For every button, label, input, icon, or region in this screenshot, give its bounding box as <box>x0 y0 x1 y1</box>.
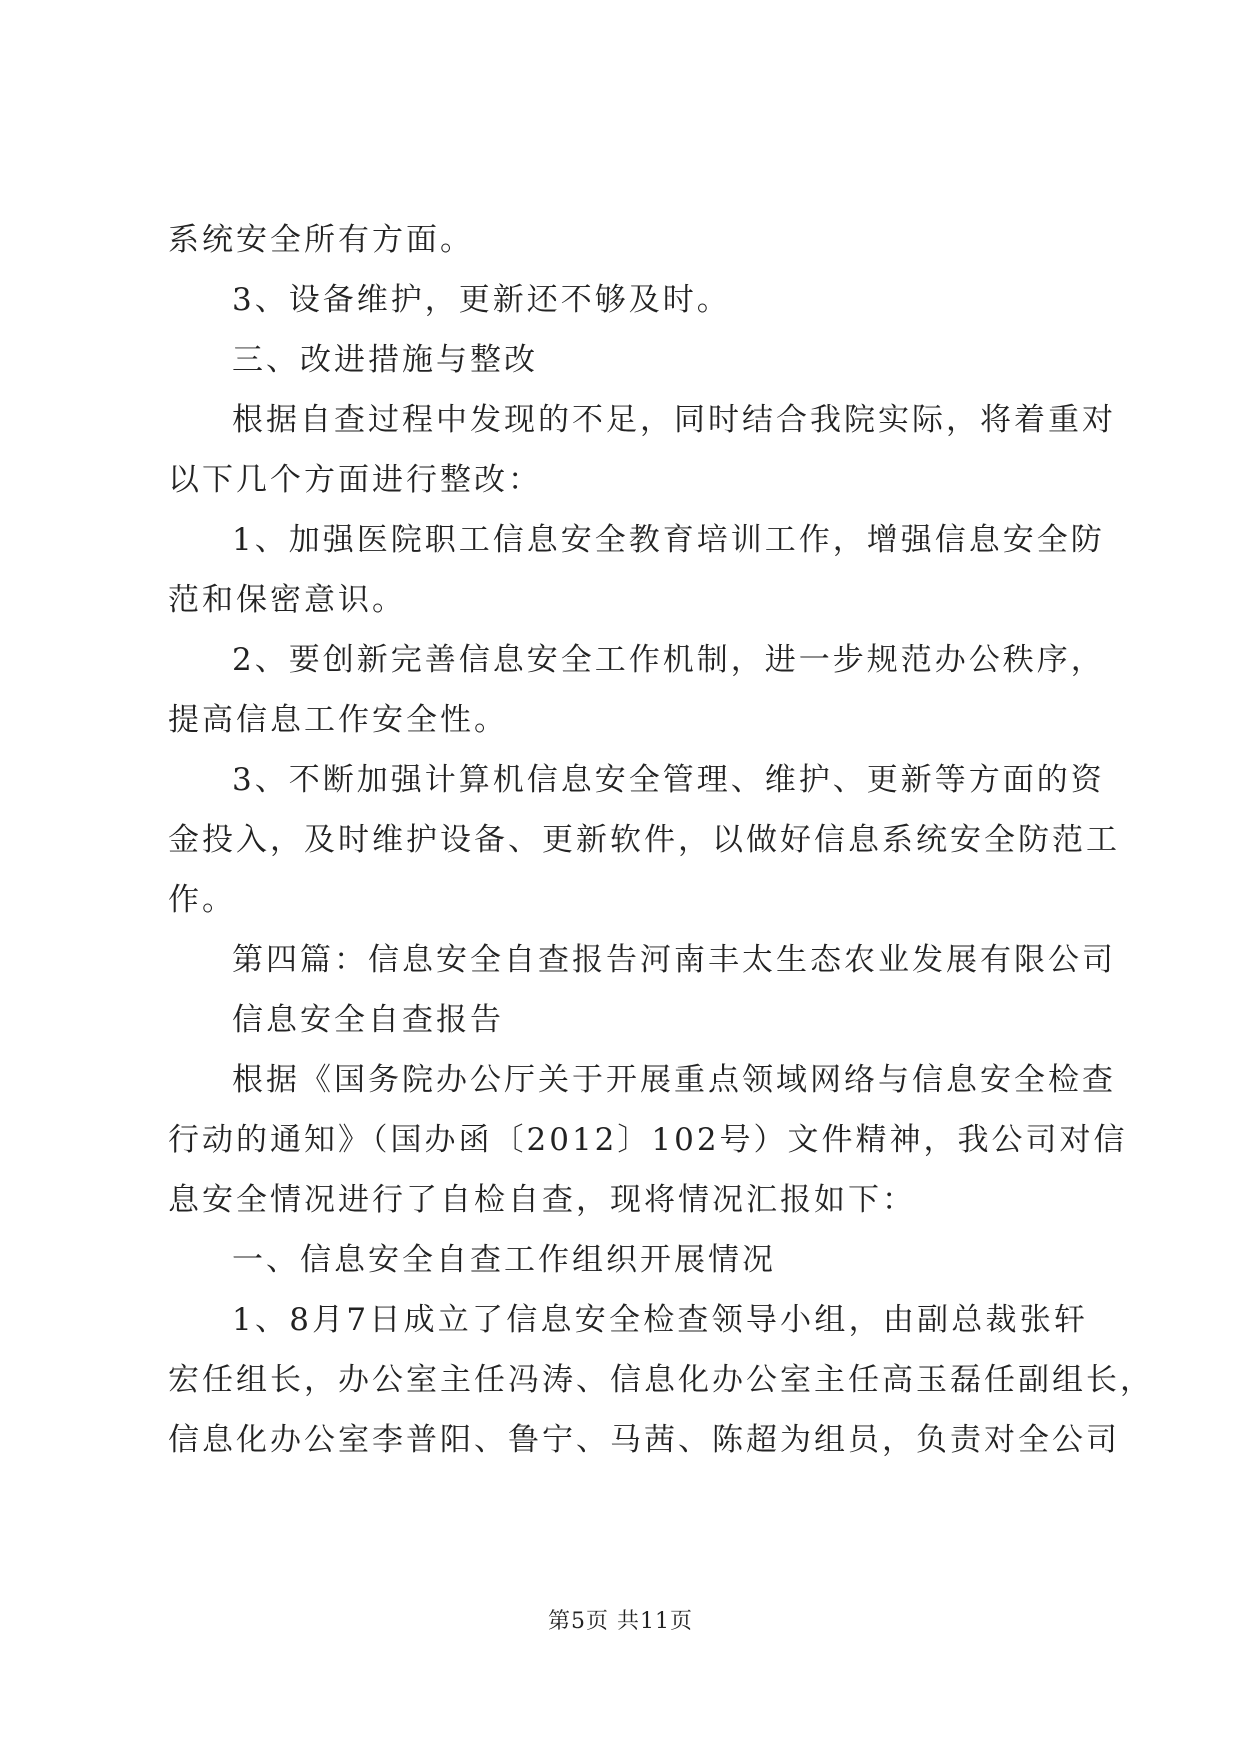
text-line: 作。 <box>168 882 236 918</box>
text-line: 3、设备维护，更新还不够及时。 <box>232 282 731 318</box>
page-number: 第5页 共11页 <box>548 1609 693 1634</box>
text-line: 以下几个方面进行整改： <box>168 462 542 498</box>
text-line: 金投入，及时维护设备、更新软件，以做好信息系统安全防范工 <box>168 822 1120 858</box>
text-line: 系统安全所有方面。 <box>168 222 474 258</box>
text-line: 息安全情况进行了自检自查，现将情况汇报如下： <box>168 1182 916 1218</box>
text-line: 提高信息工作安全性。 <box>168 702 508 738</box>
text-line: 根据《国务院办公厅关于开展重点领域网络与信息安全检查 <box>232 1062 1116 1098</box>
list-item: 2、要创新完善信息安全工作机制，进一步规范办公秩序， <box>232 642 1105 678</box>
section-heading: 一、信息安全自查工作组织开展情况 <box>232 1242 776 1278</box>
section-heading: 三、改进措施与整改 <box>232 342 538 378</box>
list-item: 1、8月7日成立了信息安全检查领导小组，由副总裁张轩 <box>232 1302 1088 1338</box>
document-title: 信息安全自查报告 <box>232 1002 504 1038</box>
text-line: 范和保密意识。 <box>168 582 406 618</box>
text-line: 信息化办公室李普阳、鲁宁、马茜、陈超为组员，负责对全公司 <box>168 1422 1120 1458</box>
section-heading: 第四篇：信息安全自查报告河南丰太生态农业发展有限公司 <box>232 942 1116 978</box>
list-item: 1、加强医院职工信息安全教育培训工作，增强信息安全防 <box>232 522 1105 558</box>
list-item: 3、不断加强计算机信息安全管理、维护、更新等方面的资 <box>232 762 1105 798</box>
text-line: 根据自查过程中发现的不足，同时结合我院实际，将着重对 <box>232 402 1116 438</box>
text-line: 行动的通知》（国办函〔2012〕102号）文件精神，我公司对信 <box>168 1122 1128 1158</box>
text-line: 宏任组长，办公室主任冯涛、信息化办公室主任高玉磊任副组长， <box>168 1362 1154 1398</box>
